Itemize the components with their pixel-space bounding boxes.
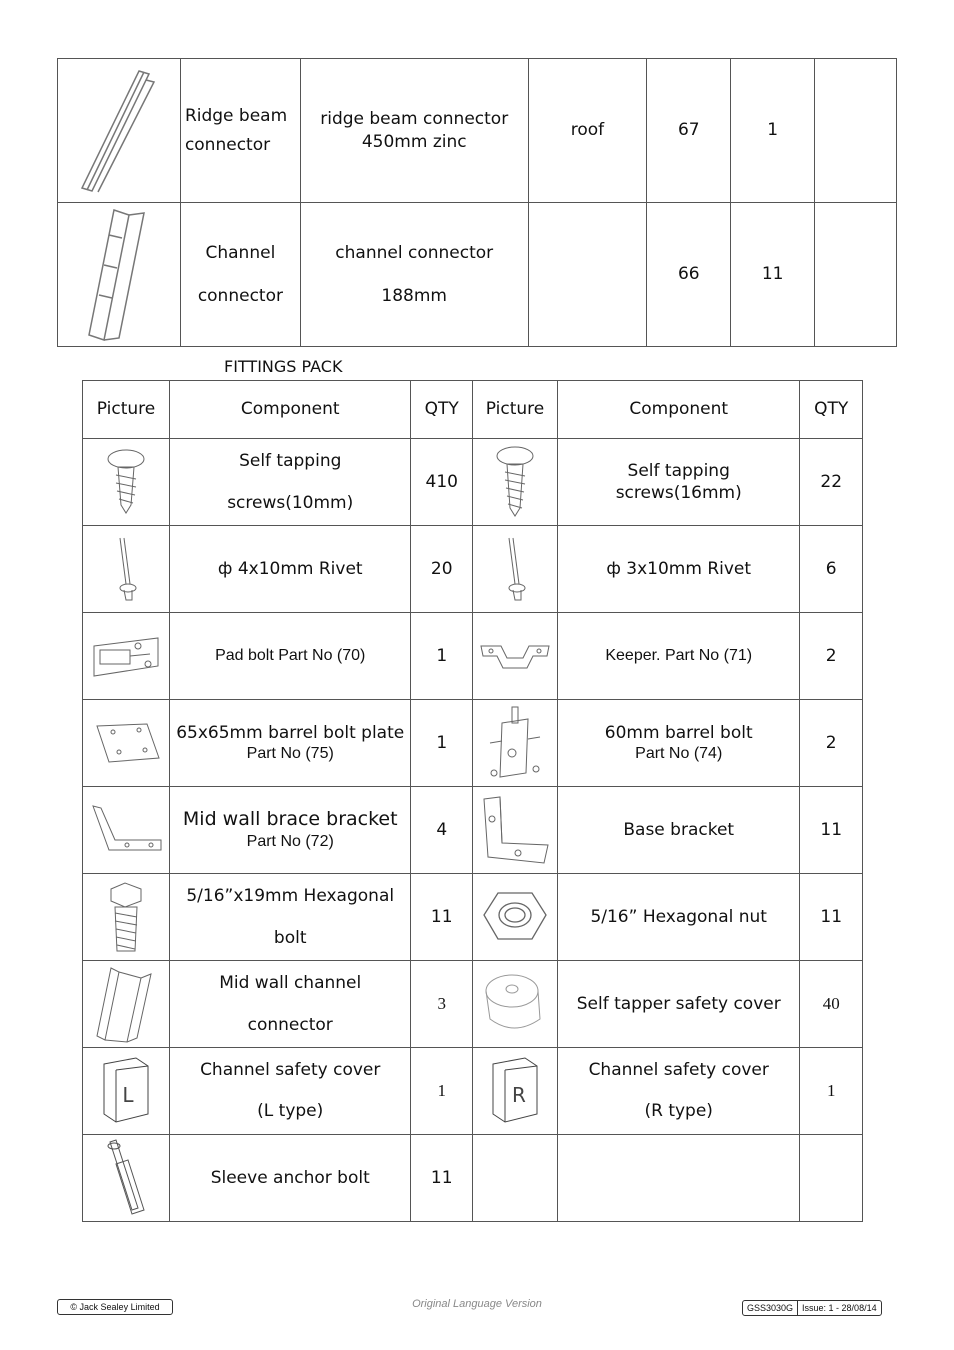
- component-name: ф 3x10mm Rivet: [558, 526, 800, 613]
- header-component: Component: [170, 381, 411, 439]
- hex-bolt-icon: [83, 874, 170, 961]
- part-qty: 1: [731, 59, 815, 203]
- component-qty: 11: [800, 787, 863, 874]
- rivet-4mm-icon: [83, 526, 170, 613]
- component-name: Sleeve anchor bolt: [170, 1135, 411, 1222]
- component-title: 60mm barrel bolt: [604, 722, 753, 743]
- component-part: Part No (74): [635, 744, 723, 762]
- part-location: roof: [528, 59, 647, 203]
- barrel-bolt-plate-icon: [83, 700, 170, 787]
- component-qty: 1: [800, 1048, 863, 1135]
- language-version: Original Language Version: [412, 1298, 542, 1310]
- component-name: Self tapper safety cover: [558, 961, 800, 1048]
- table-row: [83, 700, 863, 787]
- component-name: Self tapping screws(16mm): [558, 439, 800, 526]
- component-name: [558, 1048, 800, 1135]
- component-name: [170, 787, 411, 874]
- table-row: [83, 874, 863, 961]
- fittings-pack-title: FITTINGS PACK: [224, 357, 343, 376]
- component-title: 65x65mm barrel bolt plate: [176, 722, 405, 743]
- table-row: [83, 526, 863, 613]
- header-picture: Picture: [473, 381, 558, 439]
- issue-date: Issue: 1 - 28/08/14: [797, 1301, 881, 1315]
- header-qty: QTY: [800, 381, 863, 439]
- empty-cell: [815, 59, 897, 203]
- component-qty: 410: [411, 439, 473, 526]
- component-qty: 22: [800, 439, 863, 526]
- hex-nut-icon: [473, 874, 558, 961]
- part-name: Channel connector: [180, 203, 300, 347]
- component-part: Part No (72): [246, 832, 334, 850]
- mid-wall-channel-connector-icon: [83, 961, 170, 1048]
- rivet-3mm-icon: [473, 526, 558, 613]
- empty-cell: [815, 203, 897, 347]
- part-number: 67: [647, 59, 731, 203]
- empty-cell: [558, 1135, 800, 1222]
- screw-10mm-icon: [83, 439, 170, 526]
- empty-cell: [800, 1135, 863, 1222]
- component-name: Keeper. Part No (71): [558, 613, 800, 700]
- component-name: Mid wall channel connector: [170, 961, 411, 1048]
- part-qty: 11: [731, 203, 815, 347]
- part-description: ridge beam connector 450mm zinc: [300, 59, 528, 203]
- component-qty: 11: [411, 1135, 473, 1222]
- component-name: 5/16” Hexagonal nut: [558, 874, 800, 961]
- component-qty: 3: [411, 961, 473, 1048]
- part-location: [528, 203, 647, 347]
- table-row: [83, 439, 863, 526]
- parts-table: [57, 58, 897, 347]
- component-qty: 20: [411, 526, 473, 613]
- component-title: Channel safety cover: [200, 1060, 381, 1081]
- sleeve-anchor-bolt-icon: [83, 1135, 170, 1222]
- component-part: Part No (75): [246, 744, 334, 762]
- component-qty: 2: [800, 700, 863, 787]
- component-qty: 40: [800, 961, 863, 1048]
- component-name: Base bracket: [558, 787, 800, 874]
- table-row: [58, 203, 897, 347]
- component-qty: 11: [800, 874, 863, 961]
- screw-16mm-icon: [473, 439, 558, 526]
- channel-safety-cover-r-icon: [473, 1048, 558, 1135]
- component-qty: 6: [800, 526, 863, 613]
- component-name: 5/16”x19mm Hexagonal bolt: [170, 874, 411, 961]
- barrel-bolt-icon: [473, 700, 558, 787]
- component-title: Mid wall brace bracket: [182, 808, 398, 831]
- component-name: ф 4x10mm Rivet: [170, 526, 411, 613]
- cover-letter-right: R: [512, 1083, 526, 1107]
- keeper-icon: [473, 613, 558, 700]
- component-title: Channel safety cover: [588, 1060, 769, 1081]
- component-name: [558, 700, 800, 787]
- component-qty: 1: [411, 613, 473, 700]
- table-row: [58, 59, 897, 203]
- model-number: GSS3030G: [747, 1303, 794, 1313]
- header-component: Component: [558, 381, 800, 439]
- part-number: 66: [647, 203, 731, 347]
- table-row: [83, 787, 863, 874]
- self-tapper-safety-cover-icon: [473, 961, 558, 1048]
- component-qty: 4: [411, 787, 473, 874]
- channel-connector-icon: [58, 203, 181, 347]
- component-qty: 11: [411, 874, 473, 961]
- copyright-box: © Jack Sealey Limited: [57, 1299, 173, 1315]
- component-type: (L type): [257, 1101, 324, 1121]
- part-description: channel connector 188mm: [300, 203, 528, 347]
- component-name: Pad bolt Part No (70): [170, 613, 411, 700]
- part-name: Ridge beam connector: [180, 59, 300, 203]
- issue-box: [742, 1300, 882, 1316]
- channel-safety-cover-l-icon: [83, 1048, 170, 1135]
- cover-letter-left: L: [122, 1083, 134, 1107]
- header-picture: Picture: [83, 381, 170, 439]
- base-bracket-icon: [473, 787, 558, 874]
- table-row: [83, 1135, 863, 1222]
- table-row: [83, 1048, 863, 1135]
- component-name: [170, 1048, 411, 1135]
- component-qty: 1: [411, 700, 473, 787]
- component-qty: 2: [800, 613, 863, 700]
- pad-bolt-icon: [83, 613, 170, 700]
- component-qty: 1: [411, 1048, 473, 1135]
- ridge-beam-connector-icon: [58, 59, 181, 203]
- mid-wall-brace-bracket-icon: [83, 787, 170, 874]
- table-row: [83, 961, 863, 1048]
- component-type: (R type): [644, 1101, 713, 1121]
- component-name: Self tapping screws(10mm): [170, 439, 411, 526]
- component-name: [170, 700, 411, 787]
- table-row: [83, 613, 863, 700]
- empty-cell: [473, 1135, 558, 1222]
- header-qty: QTY: [411, 381, 473, 439]
- header-row: [83, 381, 863, 439]
- fittings-table: [82, 380, 863, 1222]
